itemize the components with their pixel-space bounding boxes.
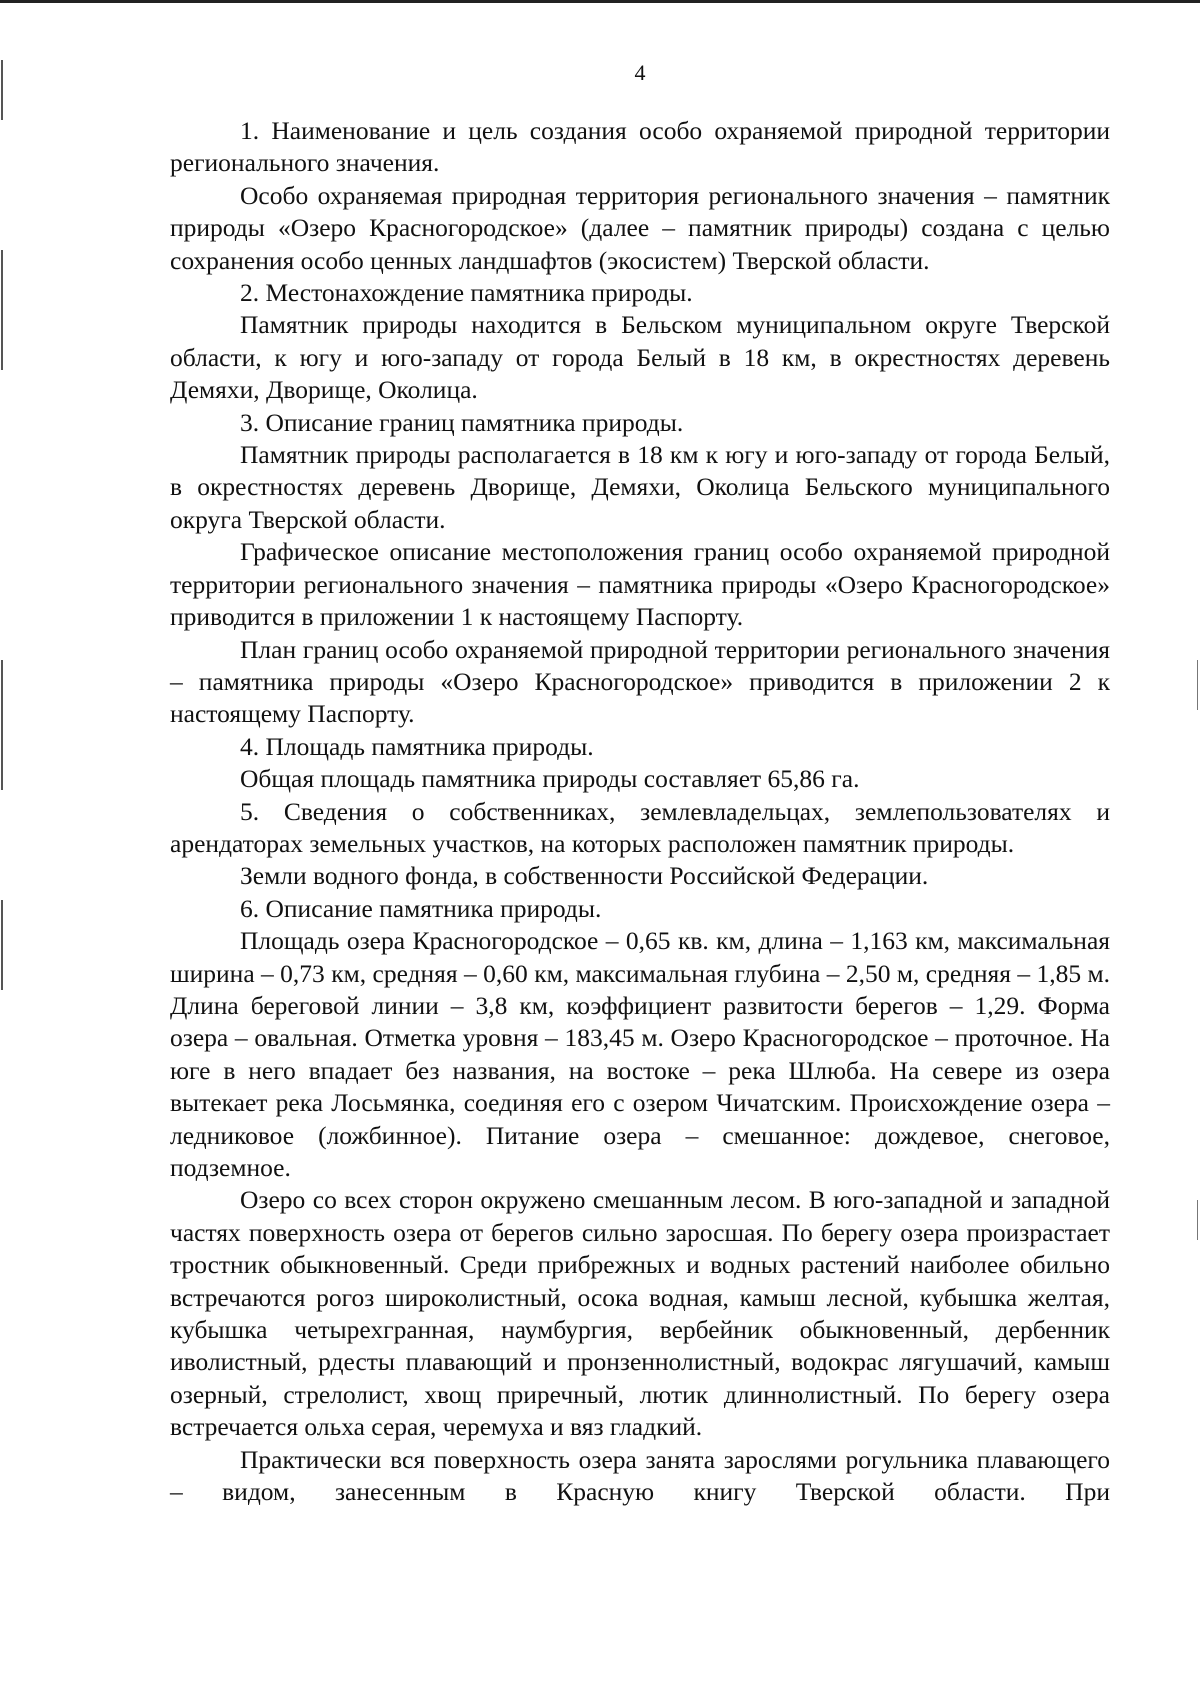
section-heading: 6. Описание памятника природы.	[240, 893, 602, 923]
scan-edge-mark	[1197, 660, 1198, 710]
section-heading: 1. Наименование и цель создания особо охраняемой природной территории регионального значения.	[170, 116, 1110, 178]
paragraph: Памятник природы располагается в 18 км к югу и юго-западу от города Белый, в окрестностях деревень Дворище, Демяхи, Околица Бельского муниципального округа Тверской области.	[170, 440, 1110, 534]
paragraph: Памятник природы находится в Бельском муниципальном округе Тверской области, к югу и юго-западу от города Белый в 18 км, в окрестностях деревень Демяхи, Дворище, Околица.	[170, 310, 1110, 405]
scan-edge-mark	[1197, 1200, 1198, 1240]
paragraph: Особо охраняемая природная территория регионального значения – памятник природы «Озеро Красногородское» (далее – памятник природы) создана с целью сохранения особо ценных ландшафтов (экосистем) Тверской области.	[170, 180, 1110, 275]
scan-edge-mark	[1, 250, 3, 370]
section-heading: 4. Площадь памятника природы.	[240, 731, 594, 761]
section-heading: 2. Местонахождение памятника природы.	[240, 278, 693, 308]
top-scan-border	[0, 0, 1200, 3]
paragraph: Графическое описание местоположения границ особо охраняемой природной территории регионального значения – памятника природы «Озеро Красногородское» приводится в приложении 1 к настоящему Паспорту.	[170, 537, 1110, 632]
document-body	[170, 115, 1110, 1508]
scan-edge-mark	[1, 660, 3, 790]
section-heading: 5. Сведения о собственниках, землевладельцах, землепользователях и арендаторах земельных участков, на которых расположен памятник природы.	[170, 796, 1110, 858]
paragraph: Площадь озера Красногородское – 0,65 кв. км, длина – 1,163 км, максимальная ширина – 0,73 км, средняя – 0,60 км, максимальная глубина – 2,50 м, средняя – 1,85 м. Длина береговой линии – 3,8 км, коэффициент развитости берегов – 1,29. Форма озера – овальная. Отметка уровня – 183,45 м. Озеро Красногородское – проточное. На юге в него впадает без названия, на востоке – река Шлюба. На севере из озера вытекает река Лосьмянка, соединяя его с озером Чичатским. Происхождение озера – ледниковое (ложбинное). Питание озера – смешанное: дождевое, снеговое, подземное.	[170, 926, 1110, 1182]
paragraph: Практически вся поверхность озера занята зарослями рогульника плавающего – видом, занесенным в Красную книгу Тверской области. При	[170, 1444, 1110, 1507]
paragraph: План границ особо охраняемой природной территории регионального значения – памятника природы «Озеро Красногородское» приводится в приложении 2 к настоящему Паспорту.	[170, 634, 1110, 729]
paragraph: Земли водного фонда, в собственности Российской Федерации.	[240, 861, 929, 891]
page-number: 4	[634, 60, 646, 85]
section-heading: 3. Описание границ памятника природы.	[240, 407, 684, 437]
scan-edge-mark	[1, 900, 3, 990]
paragraph: Озеро со всех сторон окружено смешанным лесом. В юго-западной и западной частях поверхность озера от берегов сильно заросшая. По берегу озера произрастает тростник обыкновенный. Среди прибрежных и водных растений наиболее обильно встречаются рогоз широколистный, осока водная, камыш лесной, кубышка желтая, кубышка четырехгранная, наумбургия, вербейник обыкновенный, дербенник иволистный, рдесты плавающий и пронзеннолистный, водокрас лягушачий, камыш озерный, стрелолист, хвощ приречный, лютик длиннолистный. По берегу озера встречается ольха серая, черемуха и вяз гладкий.	[170, 1185, 1110, 1442]
paragraph: Общая площадь памятника природы составляет 65,86 га.	[240, 764, 860, 794]
